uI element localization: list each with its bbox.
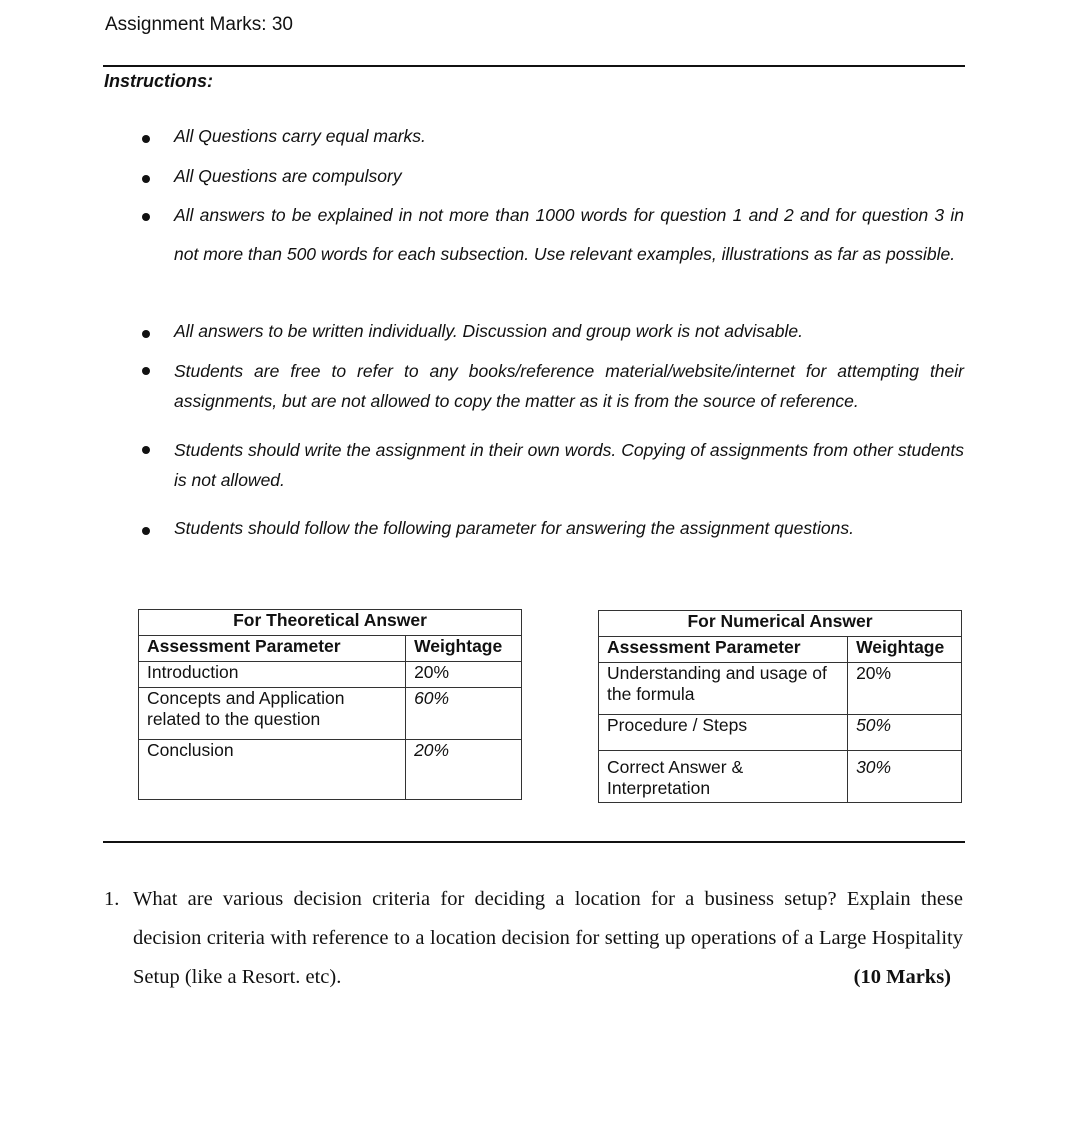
question-marks: (10 Marks) [853,966,951,988]
column-header-weightage: Weightage [848,637,962,663]
bottom-divider [103,841,965,843]
table-header-row [139,636,522,662]
column-header-parameter: Assessment Parameter [599,637,848,663]
assignment-marks: Assignment Marks: 30 [105,14,293,35]
column-header-weightage: Weightage [406,636,522,662]
bullet-icon [142,175,150,183]
question-text-block [133,880,963,997]
table-row [139,740,522,800]
instruction-text: All Questions are compulsory [174,166,402,186]
numerical-answer-table [598,610,962,803]
weightage-cell: 20% [848,663,962,715]
bullet-icon [142,367,150,375]
question-text: What are various decision criteria for deciding a location for a business setup? Explain these decision criteria with reference to a location decision for setting up operations of a Large Hospitality Setup (like a Resort. etc). [133,888,963,988]
bullet-icon [142,527,150,535]
instruction-text: Students are free to refer to any books/reference material/website/internet for attempting their assignments, but are not allowed to copy the matter as it is from the source of reference. [174,361,964,411]
parameter-cell: Understanding and usage of the formula [599,663,848,715]
table-caption: For Numerical Answer [599,611,962,637]
weightage-cell: 30% [848,751,962,803]
theoretical-answer-table [138,609,522,800]
weightage-cell: 60% [406,688,522,740]
parameter-cell: Procedure / Steps [599,715,848,751]
table-caption: For Theoretical Answer [139,610,522,636]
table-row [599,663,962,715]
instruction-text: Students should write the assignment in their own words. Copying of assignments from other students is not allowed. [174,440,964,490]
table-row [139,688,522,740]
parameter-cell: Correct Answer & Interpretation [599,751,848,803]
weightage-cell: 50% [848,715,962,751]
table-row [599,715,962,751]
weightage-cell: 20% [406,662,522,688]
instructions-heading: Instructions: [104,71,214,91]
instruction-text: Students should follow the following parameter for answering the assignment questions. [174,518,854,538]
parameter-cell: Conclusion [139,740,406,800]
table-row [599,751,962,803]
bullet-icon [142,213,150,221]
instruction-text: All answers to be explained in not more than 1000 words for question 1 and 2 and for question 3 in not more than 500 words for each subsection. Use relevant examples, illustrations as far as possible. [174,205,964,264]
bullet-icon [142,135,150,143]
table-row [139,662,522,688]
bullet-icon [142,330,150,338]
bullet-icon [142,446,150,454]
parameter-cell: Introduction [139,662,406,688]
table-header-row [599,637,962,663]
instruction-text: All answers to be written individually. Discussion and group work is not advisable. [174,321,804,341]
column-header-parameter: Assessment Parameter [139,636,406,662]
parameter-cell: Concepts and Application related to the question [139,688,406,740]
question-number: 1. [104,888,120,910]
instruction-text: All Questions carry equal marks. [174,126,426,146]
weightage-cell: 20% [406,740,522,800]
top-divider [103,65,965,67]
